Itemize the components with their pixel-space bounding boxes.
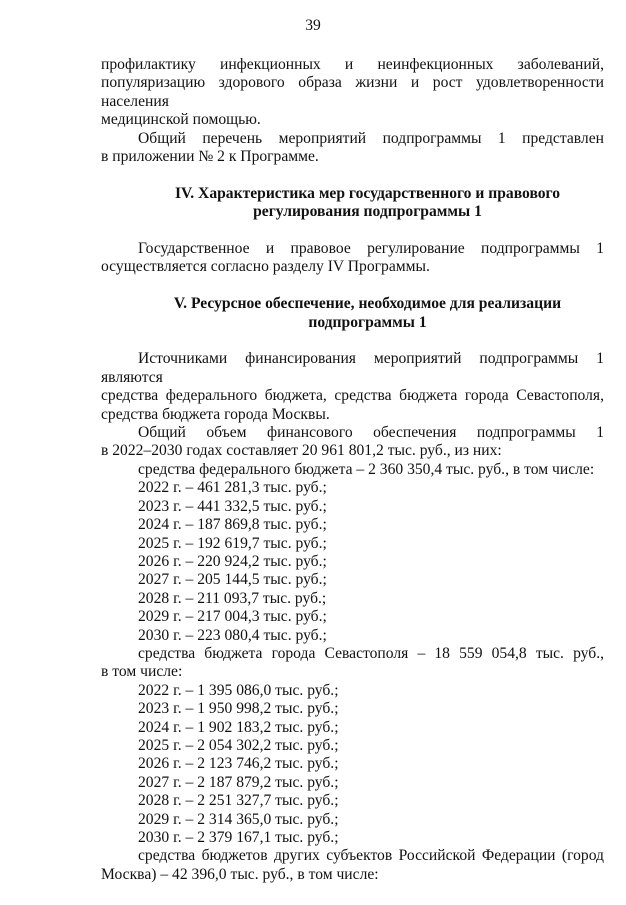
list-item: 2025 г. – 2 054 302,2 тыс. руб.; — [138, 736, 339, 754]
section-4-title: IV. Характеристика мер государственного и правового — [174, 184, 561, 202]
funding-sources-text: средства федерального бюджета, средства бюджета города Севастополя, — [101, 387, 604, 405]
intro-line: медицинской помощью. — [101, 111, 261, 129]
page-number: 39 — [305, 17, 321, 34]
total-funding-text: Общий объем финансового обеспечения подпрограммы 1 — [138, 424, 604, 442]
page-content — [101, 56, 604, 884]
intro-line: профилактику инфекционных и неинфекционных заболеваний, — [101, 56, 604, 73]
list-item: 2029 г. – 217 004,3 тыс. руб.; — [138, 608, 327, 626]
section-5-title: V. Ресурсное обеспечение, необходимое для реализации — [173, 295, 562, 313]
sevastopol-funding-intro: в том числе: — [101, 663, 183, 681]
total-funding-text: в 2022–2030 годах составляет 20 961 801,2 тыс. руб., из них: — [101, 442, 502, 460]
list-item: 2028 г. – 211 093,7 тыс. руб.; — [138, 589, 327, 607]
sevastopol-funding-list — [101, 682, 604, 848]
list-item: 2028 г. – 2 251 327,7 тыс. руб.; — [138, 792, 339, 810]
list-item: 2023 г. – 1 950 998,2 тыс. руб.; — [138, 700, 339, 718]
list-item: 2022 г. – 461 281,3 тыс. руб.; — [138, 479, 327, 497]
list-item: 2026 г. – 220 924,2 тыс. руб.; — [138, 552, 327, 570]
list-item: 2025 г. – 192 619,7 тыс. руб.; — [138, 534, 327, 552]
intro-line: в приложении № 2 к Программе. — [101, 148, 319, 166]
list-item: 2030 г. – 2 379 167,1 тыс. руб.; — [138, 829, 339, 846]
other-subjects-funding-text: Москва) – 42 396,0 тыс. руб., в том числе: — [101, 865, 379, 883]
section-4-title: регулирования подпрограммы 1 — [253, 203, 482, 221]
federal-funding-intro: средства федерального бюджета – 2 360 350,4 тыс. руб., в том числе: — [138, 460, 595, 478]
list-item: 2026 г. – 2 123 746,2 тыс. руб.; — [138, 755, 339, 773]
list-item: 2024 г. – 1 902 183,2 тыс. руб.; — [138, 718, 339, 736]
intro-line: популяризацию здорового образа жизни и рост удовлетворенности населения — [101, 74, 604, 110]
other-subjects-funding-text: средства бюджетов других субъектов Российской Федерации (город — [138, 847, 604, 865]
list-item: 2027 г. – 205 144,5 тыс. руб.; — [138, 571, 327, 589]
section-5-title: подпрограммы 1 — [308, 313, 427, 331]
list-item: 2029 г. – 2 314 365,0 тыс. руб.; — [138, 810, 339, 828]
list-item: 2027 г. – 2 187 879,2 тыс. руб.; — [138, 773, 339, 791]
section-4-text: осуществляется согласно разделу IV Программы. — [101, 258, 430, 276]
section-4-text: Государственное и правовое регулирование подпрограммы 1 — [138, 240, 604, 258]
list-item: 2023 г. – 441 332,5 тыс. руб.; — [138, 497, 327, 515]
federal-funding-list — [101, 479, 604, 645]
list-item: 2030 г. – 223 080,4 тыс. руб.; — [138, 626, 327, 644]
list-item: 2022 г. – 1 395 086,0 тыс. руб.; — [138, 681, 339, 699]
funding-sources-text: Источниками финансирования мероприятий подпрограммы 1 являются — [101, 350, 604, 386]
sevastopol-funding-intro: средства бюджета города Севастополя – 18 559 054,8 тыс. руб., — [138, 644, 604, 662]
list-item: 2024 г. – 187 869,8 тыс. руб.; — [138, 516, 327, 534]
funding-sources-text: средства бюджета города Москвы. — [101, 405, 330, 423]
intro-line: Общий перечень мероприятий подпрограммы 1 представлен — [138, 129, 604, 147]
